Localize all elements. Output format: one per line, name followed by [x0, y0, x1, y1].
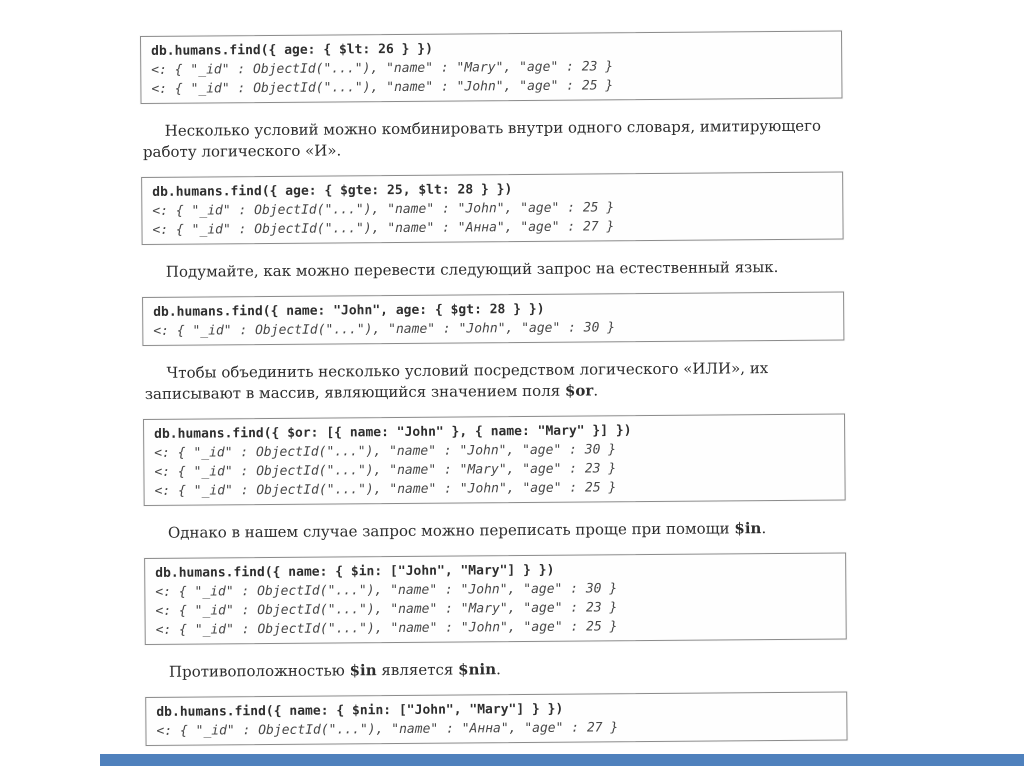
- code-query-line: db.humans.find({ age: { $lt: 26 } }): [151, 41, 433, 59]
- text-run: .: [495, 660, 501, 679]
- code-result-line: <: { "_id" : ObjectId("..."), "name" : "John", "age" : 30 }: [154, 442, 617, 461]
- slide-footer-bar: [100, 754, 1024, 766]
- code-query-line: db.humans.find({ name: { $in: ["John", "Mary"] } }): [155, 562, 555, 581]
- code-result-line: <: { "_id" : ObjectId("..."), "name" : "Анна", "age" : 27 }: [152, 219, 615, 238]
- code-result-line: <: { "_id" : ObjectId("..."), "name" : "John", "age" : 25 }: [154, 480, 617, 499]
- text-run: $in: [349, 661, 377, 680]
- paragraph: [144, 514, 862, 548]
- code-block: [141, 171, 844, 245]
- text-run: .: [761, 519, 767, 538]
- text-run: $or: [564, 381, 594, 400]
- code-result-line: <: { "_id" : ObjectId("..."), "name" : "John", "age" : 30 }: [155, 581, 618, 600]
- text-run: Чтобы объединить несколько условий посредством логического «ИЛИ», их записывают в массив, являющийся значением поля: [144, 359, 769, 403]
- code-result-line: <: { "_id" : ObjectId("..."), "name" : "John", "age" : 25 }: [155, 619, 618, 638]
- code-query-line: db.humans.find({ name: { $nin: ["John", "Mary"] } }): [156, 701, 564, 720]
- code-result-line: <: { "_id" : ObjectId("..."), "name" : "Mary", "age" : 23 }: [154, 461, 617, 480]
- code-block: [145, 691, 847, 746]
- paragraph: [141, 112, 859, 167]
- code-result-line: <: { "_id" : ObjectId("..."), "name" : "John", "age" : 25 }: [151, 78, 614, 97]
- code-result-line: <: { "_id" : ObjectId("..."), "name" : "Mary", "age" : 23 }: [155, 600, 618, 619]
- text-run: $nin: [458, 660, 497, 679]
- code-block: [143, 413, 846, 506]
- text-run: Подумайте, как можно перевести следующий запрос на естественный язык.: [165, 257, 779, 281]
- text-run: Однако в нашем случае запрос можно переписать проще при помощи: [167, 519, 735, 542]
- paragraph: [145, 653, 863, 687]
- paragraph: [143, 354, 861, 409]
- paragraph: [142, 253, 860, 287]
- code-block: [144, 552, 847, 645]
- text-run: .: [593, 381, 599, 400]
- text-run: $in: [734, 519, 762, 538]
- content: [140, 30, 848, 759]
- code-query-line: db.humans.find({ $or: [{ name: "John" }, { name: "Mary" }] }): [154, 423, 632, 442]
- text-run: Противоположностью: [168, 661, 350, 681]
- code-query-line: db.humans.find({ age: { $gte: 25, $lt: 28 } }): [152, 182, 513, 200]
- code-block: [142, 291, 844, 346]
- code-query-line: db.humans.find({ name: "John", age: { $gt: 28 } }): [153, 301, 545, 320]
- code-result-line: <: { "_id" : ObjectId("..."), "name" : "John", "age" : 25 }: [152, 200, 615, 219]
- code-result-line: <: { "_id" : ObjectId("..."), "name" : "John", "age" : 30 }: [153, 320, 616, 339]
- code-result-line: <: { "_id" : ObjectId("..."), "name" : "Анна", "age" : 27 }: [156, 720, 619, 739]
- code-result-line: <: { "_id" : ObjectId("..."), "name" : "Mary", "age" : 23 }: [151, 59, 614, 78]
- text-run: Несколько условий можно комбинировать внутри одного словаря, имитирующего работу логического «И».: [142, 116, 822, 161]
- text-run: является: [376, 660, 459, 680]
- code-block: [140, 30, 843, 104]
